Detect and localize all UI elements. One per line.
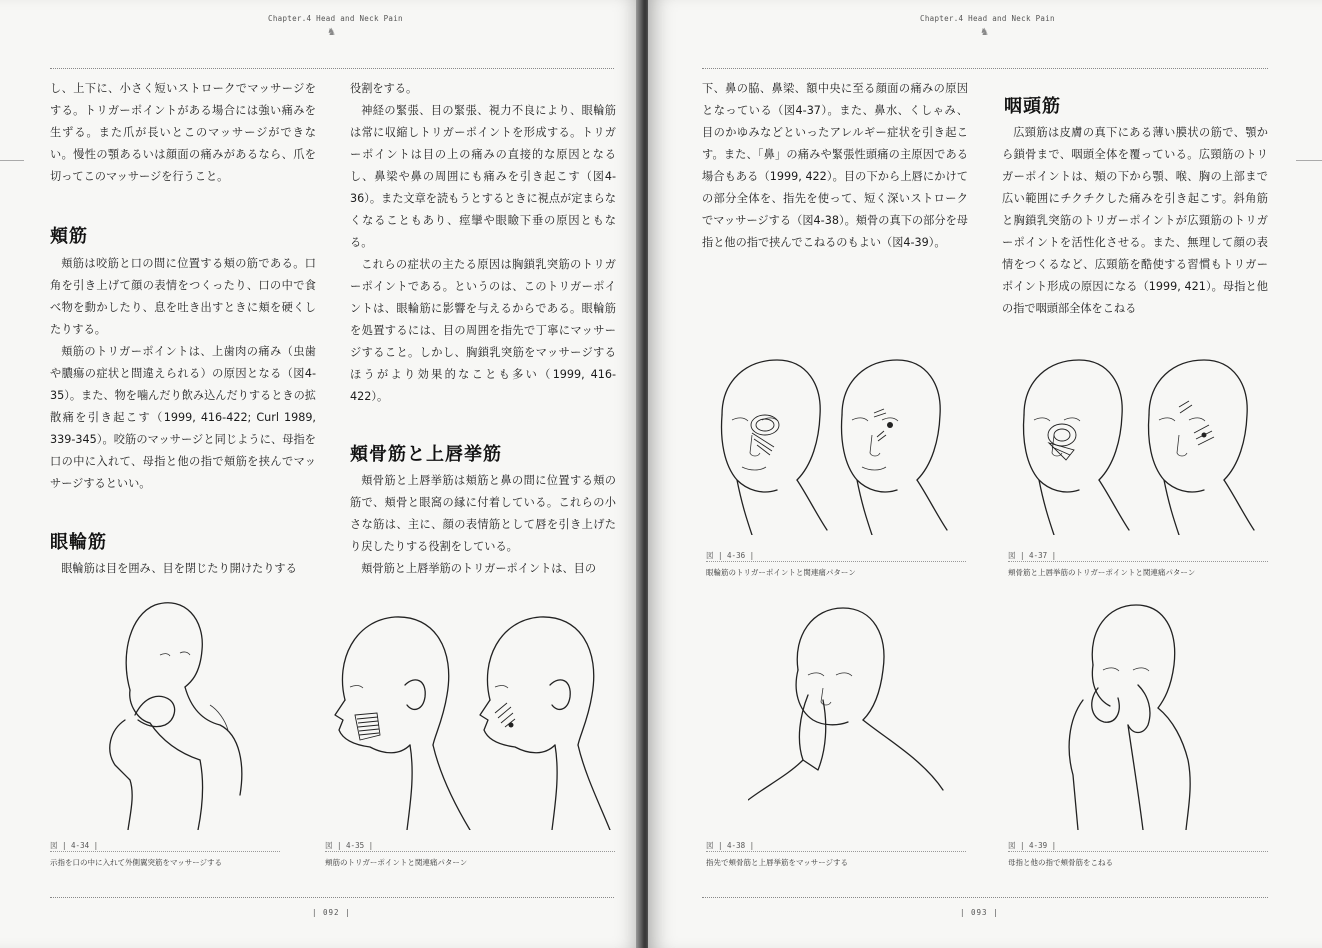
paragraph: 眼輪筋は目を囲み、目を閉じたり開けたりする <box>61 562 297 575</box>
figure-4-35-number: 図 | 4-35 | <box>325 841 374 850</box>
orbicularis-section-text <box>50 558 316 580</box>
paragraph: 頬筋のトリガーポイントは、上歯肉の痛み（虫歯や膿瘍の症状と間違えられる）の原因となる（図4-35）。また、物を噛んだり飲み込んだりするときの拡散痛を引き起こす（1999, 416-422; Curl 1989, 339-345）。咬筋のマッサージと同じように、母指を口の中に入れて、母指と他の指で頬筋を挟んでマッサージするといい。 <box>50 345 316 490</box>
paragraph: し、上下に、小さく短いストロークでマッサージをする。トリガーポイントがある場合には強い痛みを生ずる。また爪が長いとこのマッサージができない。慢性の顎あるいは顔面の痛みがあるなら、爪を切ってこのマッサージを行うこと。 <box>50 82 316 183</box>
paragraph: 神経の緊張、目の緊張、視力不良により、眼輪筋は常に収縮しトリガーポイントを形成する。トリガーポイントは目の上の痛みの直接的な原因となるし、鼻梁や鼻の周囲にも痛みを引き起こす（図4-36）。また文章を読もうとするときに視点が定まらなくなることもあり、痙攣や眼瞼下垂の原因ともなる。 <box>350 104 616 249</box>
paragraph: これらの症状の主たる原因は胸鎖乳突筋のトリガーポイントである。というのは、このトリガーポイントは、眼輪筋に影響を与えるからである。眼輪筋を処置するには、目の周囲を指先で丁寧にマッサージすること。しかし、胸鎖乳突筋をマッサージするほうがより効果的なことも多い（1999, 416-422）。 <box>350 258 616 403</box>
right-page <box>648 0 1322 948</box>
section-heading-buccinator: 頬筋 <box>50 226 88 247</box>
page-number-left: | 092 | <box>312 908 351 917</box>
figure-divider <box>706 851 966 852</box>
figure-4-38-illustration <box>748 600 948 810</box>
figure-divider <box>1008 561 1268 562</box>
left-col1-text <box>50 78 316 188</box>
right-col1-text <box>702 78 968 254</box>
figure-4-34-number: 図 | 4-34 | <box>50 841 99 850</box>
buccinator-section-text <box>50 253 316 495</box>
paragraph: 下、鼻の脇、鼻梁、額中央に至る顔面の痛みの原因となっている（図4-37）。また、鼻水、くしゃみ、目のかゆみなどといったアレルギー症状を引き起こす。また、「鼻」の痛みや緊張性頭痛の主原因である場合もある（1999, 422）。目の下から上唇にかけての部分全体を、指先を使って、短く深いストロークでマッサージする（図4-38）。頬骨の真下の部分を母指と他の指で挟んでこねるのもよい（図4-39）。 <box>702 82 968 249</box>
side-mark-left <box>0 160 24 161</box>
paragraph: 広頸筋は皮膚の真下にある薄い膜状の筋で、顎から鎖骨まで、咽頭全体を覆っている。広頸筋のトリガーポイントは、頬の下から顎、喉、胸の上部まで広い範囲にチクチクした痛みを引き起こす。斜角筋と胸鎖乳突筋のトリガーポイントが広頸筋のトリガーポイントを活性化させる。また、無理して顔の表情をつくるなど、広頸筋を酷使する習慣もトリガーポイント形成の原因になる（1999, 421）。母指と他の指で咽頭部全体をこねる <box>1002 126 1268 315</box>
top-rule-left <box>50 68 614 69</box>
section-heading-zygomatic: 頬骨筋と上唇挙筋 <box>350 444 502 465</box>
zygomatic-section-text <box>350 470 616 580</box>
top-rule-right <box>702 68 1268 69</box>
figure-4-35-caption: 頬筋のトリガーポイントと関連痛パターン <box>325 858 468 867</box>
paragraph: 頬骨筋と上唇挙筋は頬筋と鼻の間に位置する頬の筋で、頬骨と眼窩の縁に付着している。これらの小さな筋は、主に、顔の表情筋として唇を引き上げたり戻したりする役割をしている。 <box>350 474 616 553</box>
section-heading-orbicularis: 眼輪筋 <box>50 532 107 553</box>
figure-4-34-caption: 示指を口の中に入れて外側翼突筋をマッサージする <box>50 858 223 867</box>
header-ornament-left: ♞ <box>327 27 336 38</box>
figure-4-37-caption: 頬骨筋と上唇挙筋のトリガーポイントと関連痛パターン <box>1008 568 1196 577</box>
figure-4-36-caption: 眼輪筋のトリガーポイントと関連痛パターン <box>706 568 856 577</box>
left-page <box>0 0 642 948</box>
figure-4-37-illustration <box>1004 355 1269 535</box>
figure-divider <box>706 561 966 562</box>
running-header-left: Chapter.4 Head and Neck Pain <box>268 14 403 23</box>
figure-4-39-number: 図 | 4-39 | <box>1008 841 1057 850</box>
left-col2-text <box>350 78 616 408</box>
paragraph: 役割をする。 <box>350 82 418 95</box>
figure-divider <box>1008 851 1268 852</box>
figure-divider <box>50 851 280 852</box>
figure-4-39-caption: 母指と他の指で頬骨筋をこねる <box>1008 858 1113 867</box>
bottom-rule-left <box>50 897 614 898</box>
figure-4-39-illustration <box>1058 600 1198 830</box>
figure-4-38-caption: 指先で頬骨筋と上唇挙筋をマッサージする <box>706 858 849 867</box>
figure-4-34-illustration <box>90 595 260 830</box>
figure-4-36-illustration <box>702 355 962 535</box>
bottom-rule-right <box>702 897 1268 898</box>
side-mark-right <box>1296 160 1322 161</box>
section-heading-platysma: 咽頭筋 <box>1004 96 1061 117</box>
platysma-section-text <box>1002 122 1268 320</box>
figure-4-38-number: 図 | 4-38 | <box>706 841 755 850</box>
header-ornament-right: ♞ <box>980 27 989 38</box>
figure-4-36-number: 図 | 4-36 | <box>706 551 755 560</box>
figure-4-35-illustration <box>315 605 615 830</box>
running-header-right: Chapter.4 Head and Neck Pain <box>920 14 1055 23</box>
paragraph: 頬骨筋と上唇挙筋のトリガーポイントは、目の <box>361 562 597 575</box>
page-number-right: | 093 | <box>960 908 999 917</box>
figure-divider <box>325 851 615 852</box>
paragraph: 頬筋は咬筋と口の間に位置する頬の筋である。口角を引き上げて顔の表情をつくったり、口の中で食べ物を動かしたり、息を吐き出すときに頬を硬くしたりする。 <box>50 257 316 336</box>
figure-4-37-number: 図 | 4-37 | <box>1008 551 1057 560</box>
